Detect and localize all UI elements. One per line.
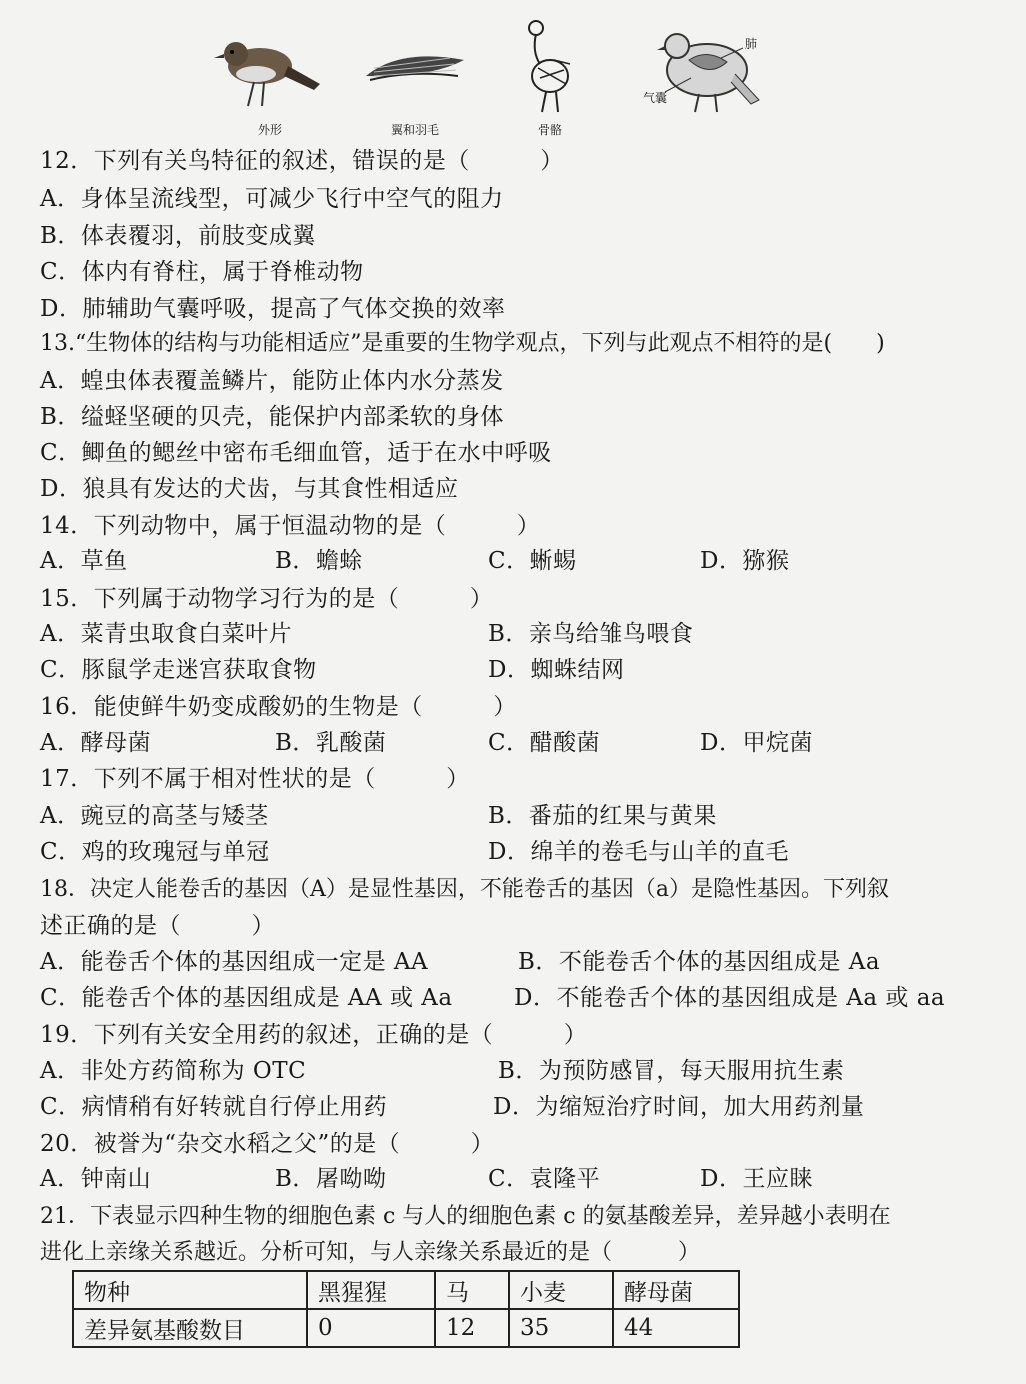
question-18-option-d[interactable]: D．不能卷舌个体的基因组成是 Aa 或 aa [514, 985, 946, 1011]
question-13-option-c[interactable]: C．鲫鱼的鳃丝中密布毛细血管，适于在水中呼吸 [40, 440, 552, 466]
question-16-option-c[interactable]: C．醋酸菌 [488, 730, 601, 756]
figure-caption: 外形 [257, 123, 282, 137]
question-15-option-b[interactable]: B．亲鸟给雏鸟喂食 [488, 621, 694, 647]
question-14-option-c[interactable]: C．蜥蜴 [488, 548, 577, 574]
question-17-option-c[interactable]: C．鸡的玫瑰冠与单冠 [40, 839, 270, 865]
question-17-option-b[interactable]: B．番茄的红果与黄果 [488, 803, 717, 829]
question-18-option-c[interactable]: C．能卷舌个体的基因组成是 AA 或 Aa [40, 985, 453, 1011]
question-15-option-a[interactable]: A．菜青虫取食白菜叶片 [40, 621, 293, 647]
table-cell: 0 [307, 1309, 435, 1347]
wing-feathers-figure [360, 18, 470, 140]
table-header-row [73, 1271, 739, 1309]
skeleton-icon [510, 18, 590, 118]
question-18-stem-cont: 述正确的是（ ） [40, 913, 275, 939]
question-16-option-b[interactable]: B．乳酸菌 [275, 730, 387, 756]
question-12-option-c[interactable]: C．体内有脊柱，属于脊椎动物 [40, 259, 364, 285]
bird-exterior-figure [210, 18, 330, 140]
question-16-option-a[interactable]: A．酵母菌 [40, 730, 152, 756]
question-19-stem: 19．下列有关安全用药的叙述，正确的是（ ） [40, 1022, 588, 1048]
question-18-stem: 18．决定人能卷舌的基因（A）是显性基因，不能卷舌的基因（a）是隐性基因。下列叙 [40, 877, 890, 902]
table-cell: 44 [613, 1309, 739, 1347]
bird-exterior-icon [210, 18, 330, 118]
table-header-cell: 马 [435, 1271, 509, 1309]
table-cell: 差异氨基酸数目 [73, 1309, 307, 1347]
question-14-stem: 14．下列动物中，属于恒温动物的是（ ） [40, 513, 541, 539]
question-16-option-d[interactable]: D．甲烷菌 [700, 730, 813, 756]
question-17-option-d[interactable]: D．绵羊的卷毛与山羊的直毛 [488, 839, 789, 865]
question-21-stem-cont: 进化上亲缘关系越近。分析可知，与人亲缘关系最近的是（ ） [40, 1240, 701, 1265]
question-14-option-d[interactable]: D．猕猴 [700, 548, 790, 574]
bird-figures [210, 18, 770, 140]
question-16-stem: 16．能使鲜牛奶变成酸奶的生物是（ ） [40, 694, 517, 720]
question-13-option-b[interactable]: B．缢蛏坚硬的贝壳，能保护内部柔软的身体 [40, 404, 504, 430]
question-13-option-d[interactable]: D．狼具有发达的犬齿，与其食性相适应 [40, 476, 459, 502]
question-20-option-b[interactable]: B．屠呦呦 [275, 1166, 387, 1192]
question-12-stem: 12．下列有关鸟特征的叙述，错误的是（ ） [40, 148, 564, 174]
table-header-cell: 小麦 [509, 1271, 613, 1309]
question-15-option-d[interactable]: D．蜘蛛结网 [488, 657, 625, 683]
table-row [73, 1309, 739, 1347]
question-13-stem: 13.“生物体的结构与功能相适应”是重要的生物学观点，下列与此观点不相符的是( ) [40, 331, 885, 356]
table-cell: 12 [435, 1309, 509, 1347]
question-19-option-b[interactable]: B．为预防感冒，每天服用抗生素 [498, 1058, 845, 1084]
question-20-option-a[interactable]: A．钟南山 [40, 1166, 152, 1192]
skeleton-figure [510, 18, 590, 140]
question-20-stem: 20．被誉为“杂交水稻之父”的是（ ） [40, 1131, 495, 1157]
question-18-option-b[interactable]: B．不能卷舌个体的基因组成是 Aa [518, 949, 881, 975]
question-17-option-a[interactable]: A．豌豆的高茎与矮茎 [40, 803, 269, 829]
figure-caption: 翼和羽毛 [390, 123, 439, 137]
lungs-airsacs-figure [635, 18, 770, 140]
lung-label: 肺 [745, 37, 758, 51]
question-21-stem: 21．下表显示四种生物的细胞色素 c 与人的细胞色素 c 的氨基酸差异，差异越小表明在 [40, 1204, 891, 1229]
question-12-option-d[interactable]: D．肺辅助气囊呼吸，提高了气体交换的效率 [40, 296, 506, 322]
question-18-option-a[interactable]: A．能卷舌个体的基因组成一定是 AA [40, 949, 429, 975]
table-header-cell: 黑猩猩 [307, 1271, 435, 1309]
question-17-stem: 17．下列不属于相对性状的是（ ） [40, 766, 470, 792]
wing-icon [360, 18, 470, 118]
question-19-option-c[interactable]: C．病情稍有好转就自行停止用药 [40, 1094, 388, 1120]
question-12-option-b[interactable]: B．体表覆羽，前肢变成翼 [40, 223, 316, 249]
question-20-option-c[interactable]: C．袁隆平 [488, 1166, 601, 1192]
question-15-option-c[interactable]: C．豚鼠学走迷宫获取食物 [40, 657, 317, 683]
question-19-option-d[interactable]: D．为缩短治疗时间，加大用药剂量 [493, 1094, 865, 1120]
question-20-option-d[interactable]: D．王应睐 [700, 1166, 813, 1192]
table-header-cell: 酵母菌 [613, 1271, 739, 1309]
question-12-option-a[interactable]: A．身体呈流线型，可减少飞行中空气的阻力 [40, 186, 504, 212]
question-15-stem: 15．下列属于动物学习行为的是（ ） [40, 586, 494, 612]
table-cell: 35 [509, 1309, 613, 1347]
table-header-cell: 物种 [73, 1271, 307, 1309]
figure-caption: 骨骼 [537, 123, 562, 137]
airsac-label: 气囊 [643, 91, 668, 105]
question-13-option-a[interactable]: A．蝗虫体表覆盖鳞片，能防止体内水分蒸发 [40, 368, 504, 394]
amino-acid-table [72, 1270, 740, 1348]
bird-lungs-icon [635, 18, 770, 118]
question-14-option-b[interactable]: B．蟾蜍 [275, 548, 363, 574]
question-14-option-a[interactable]: A．草鱼 [40, 548, 128, 574]
question-19-option-a[interactable]: A．非处方药简称为 OTC [40, 1058, 307, 1084]
